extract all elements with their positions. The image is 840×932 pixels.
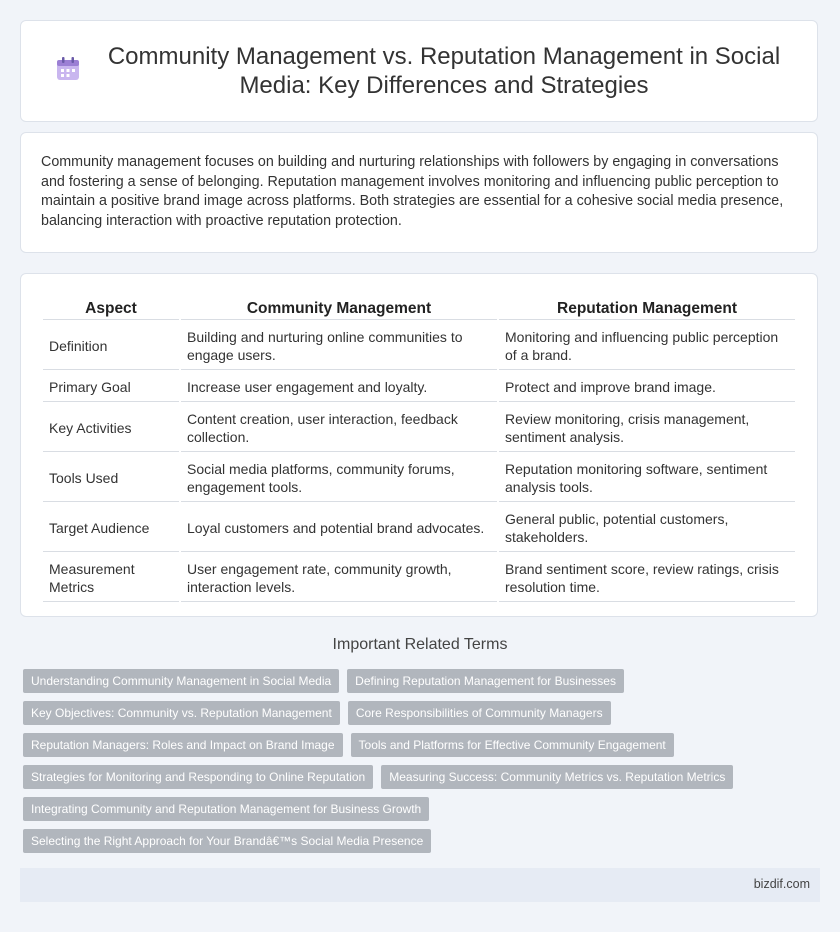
tag-row	[23, 797, 823, 821]
table-cell: Brand sentiment score, review ratings, crisis resolution time.	[499, 554, 795, 602]
table-cell: Content creation, user interaction, feedback collection.	[181, 404, 497, 452]
header-reputation: Reputation Management	[499, 296, 795, 320]
title-card	[20, 20, 818, 122]
table-header-row	[43, 296, 795, 320]
table-cell: Monitoring and influencing public perception of a brand.	[499, 322, 795, 370]
table-cell: Increase user engagement and loyalty.	[181, 372, 497, 402]
table-row	[43, 322, 795, 370]
related-term-tag[interactable]: Integrating Community and Reputation Management for Business Growth	[23, 797, 429, 821]
table-row	[43, 554, 795, 602]
related-term-tag[interactable]: Measuring Success: Community Metrics vs. Reputation Metrics	[381, 765, 733, 789]
table-row	[43, 454, 795, 502]
comparison-card	[20, 273, 818, 617]
related-terms-list	[23, 669, 823, 861]
page-title: Community Management vs. Reputation Management in Social Media: Key Differences and Strategies	[107, 43, 781, 99]
related-term-tag[interactable]: Understanding Community Management in Social Media	[23, 669, 339, 693]
footer-site-link[interactable]: bizdif.com	[753, 877, 810, 891]
tag-row	[23, 701, 823, 725]
tag-row	[23, 765, 823, 789]
table-cell: Primary Goal	[43, 372, 179, 402]
calendar-icon	[54, 55, 82, 83]
table-cell: Building and nurturing online communities to engage users.	[181, 322, 497, 370]
table-cell: Protect and improve brand image.	[499, 372, 795, 402]
table-cell: Social media platforms, community forums, engagement tools.	[181, 454, 497, 502]
header-aspect: Aspect	[43, 296, 179, 320]
related-term-tag[interactable]: Key Objectives: Community vs. Reputation Management	[23, 701, 340, 725]
table-cell: Measurement Metrics	[43, 554, 179, 602]
tag-row	[23, 669, 823, 693]
table-cell: Tools Used	[43, 454, 179, 502]
related-term-tag[interactable]: Strategies for Monitoring and Responding to Online Reputation	[23, 765, 373, 789]
tag-row	[23, 829, 823, 853]
related-term-tag[interactable]: Core Responsibilities of Community Managers	[348, 701, 611, 725]
intro-card	[20, 132, 818, 253]
table-cell: Key Activities	[43, 404, 179, 452]
table-cell: Review monitoring, crisis management, sentiment analysis.	[499, 404, 795, 452]
table-cell: General public, potential customers, stakeholders.	[499, 504, 795, 552]
table-cell: Target Audience	[43, 504, 179, 552]
comparison-table	[41, 294, 797, 604]
table-row	[43, 404, 795, 452]
tag-row	[23, 733, 823, 757]
header-community: Community Management	[181, 296, 497, 320]
related-term-tag[interactable]: Reputation Managers: Roles and Impact on Brand Image	[23, 733, 343, 757]
related-term-tag[interactable]: Defining Reputation Management for Businesses	[347, 669, 624, 693]
table-cell: User engagement rate, community growth, interaction levels.	[181, 554, 497, 602]
related-term-tag[interactable]: Selecting the Right Approach for Your Brandâ€™s Social Media Presence	[23, 829, 431, 853]
footer-bar	[20, 868, 820, 902]
table-row	[43, 372, 795, 402]
intro-paragraph: Community management focuses on building and nurturing relationships with followers by engaging in conversations and fostering a sense of belonging. Reputation management involves monitoring and influencing public perception to maintain a positive brand image across platforms. Both strategies are essential for a cohesive social media presence, balancing interaction with proactive reputation protection.	[41, 154, 784, 229]
table-row	[43, 504, 795, 552]
table-cell: Definition	[43, 322, 179, 370]
related-term-tag[interactable]: Tools and Platforms for Effective Community Engagement	[351, 733, 674, 757]
table-cell: Reputation monitoring software, sentiment analysis tools.	[499, 454, 795, 502]
related-terms-title: Important Related Terms	[332, 636, 508, 653]
table-cell: Loyal customers and potential brand advocates.	[181, 504, 497, 552]
